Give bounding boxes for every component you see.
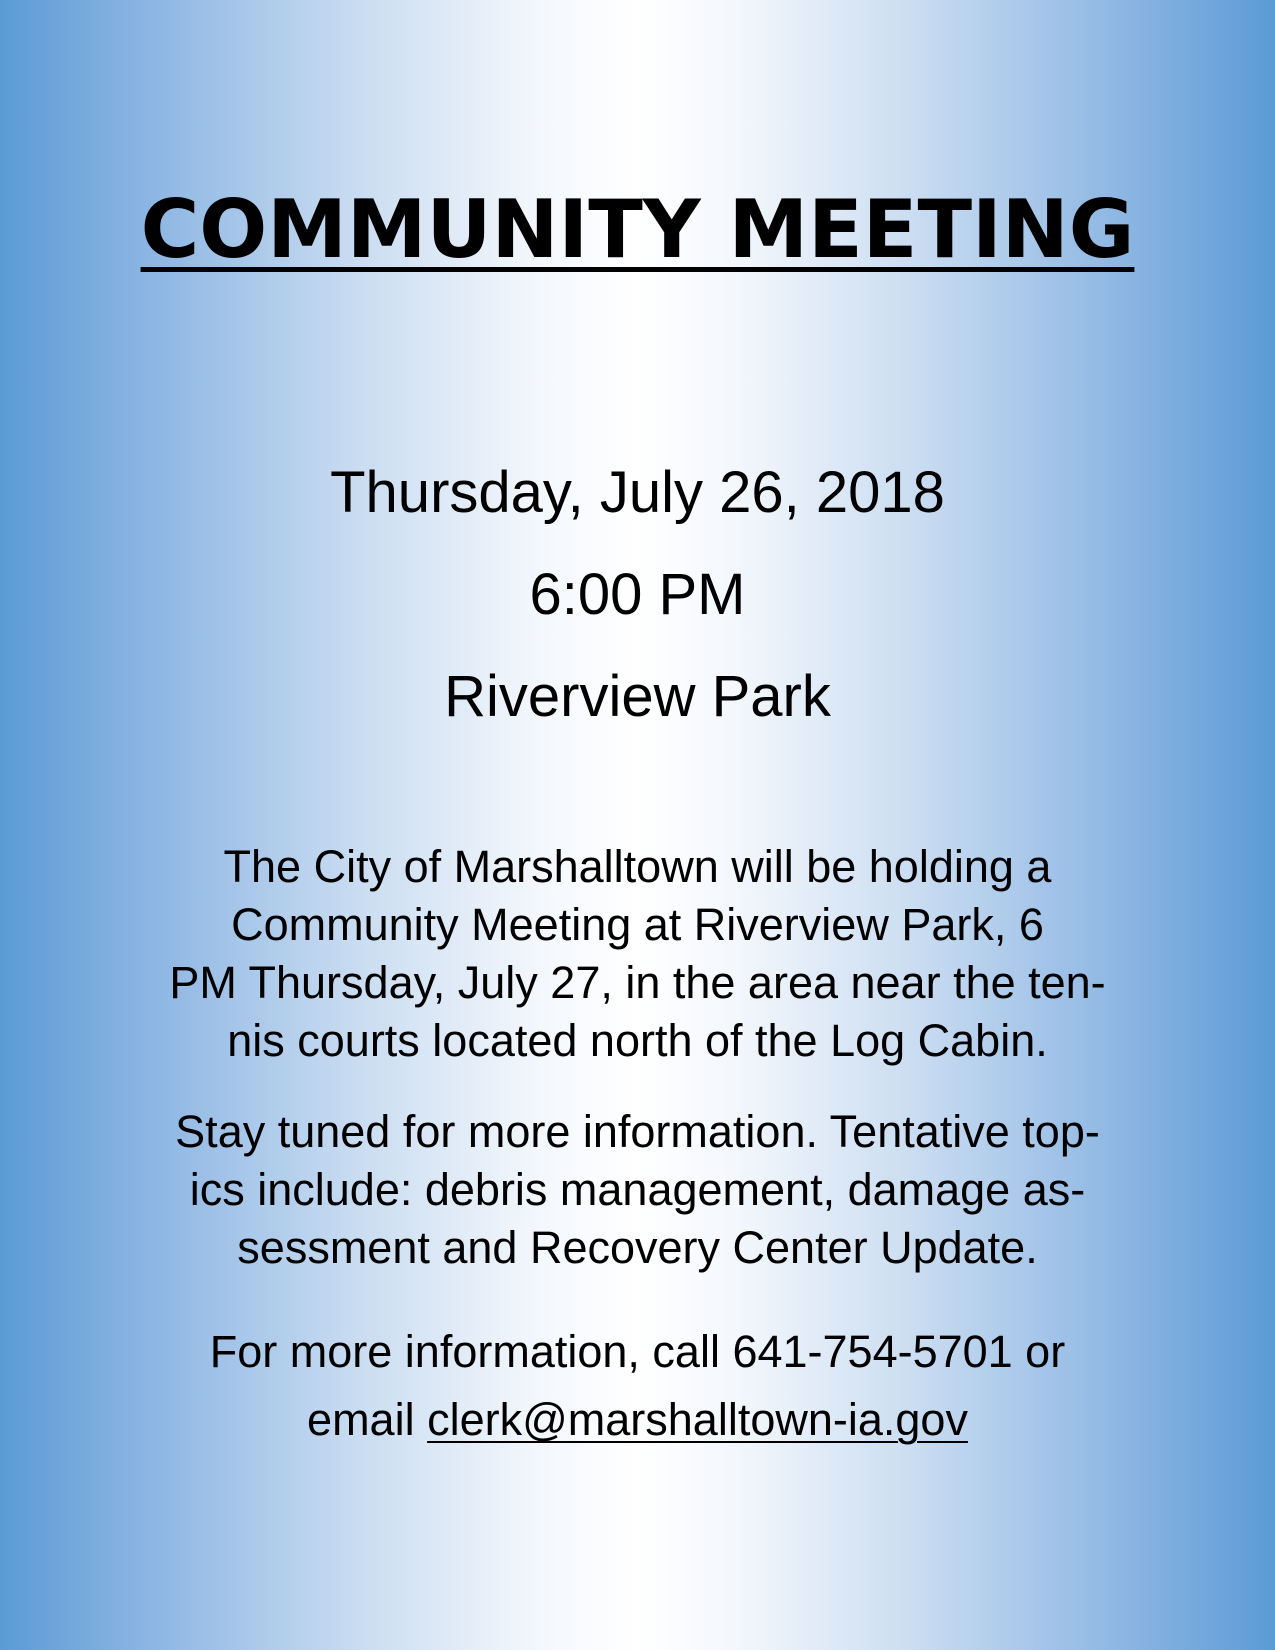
announcement-line: Community Meeting at Riverview Park, 6 bbox=[231, 899, 1044, 950]
event-location: Riverview Park bbox=[444, 664, 831, 729]
announcement-line: PM Thursday, July 27, in the area near the ten- bbox=[169, 957, 1106, 1008]
email-link[interactable]: clerk@marshalltown-ia.gov bbox=[427, 1394, 968, 1445]
contact-paragraph bbox=[70, 1318, 1205, 1454]
topics-line: sessment and Recovery Center Update. bbox=[237, 1222, 1038, 1273]
topics-line: ics include: debris management, damage as- bbox=[189, 1164, 1086, 1215]
announcement-line: nis courts located north of the Log Cabin. bbox=[227, 1015, 1048, 1066]
announcement-paragraph bbox=[70, 838, 1205, 1070]
email-prefix: email bbox=[307, 1394, 428, 1445]
event-time: 6:00 PM bbox=[529, 562, 746, 627]
event-date: Thursday, July 26, 2018 bbox=[330, 460, 945, 525]
topics-line: Stay tuned for more information. Tentative top- bbox=[175, 1106, 1100, 1157]
contact-phone-line: For more information, call 641-754-5701 or bbox=[209, 1326, 1066, 1377]
topics-paragraph bbox=[70, 1103, 1205, 1277]
page-title bbox=[0, 180, 1275, 280]
announcement-line: The City of Marshalltown will be holding a bbox=[223, 841, 1052, 892]
page-title-text: COMMUNITY MEETING bbox=[140, 183, 1135, 276]
